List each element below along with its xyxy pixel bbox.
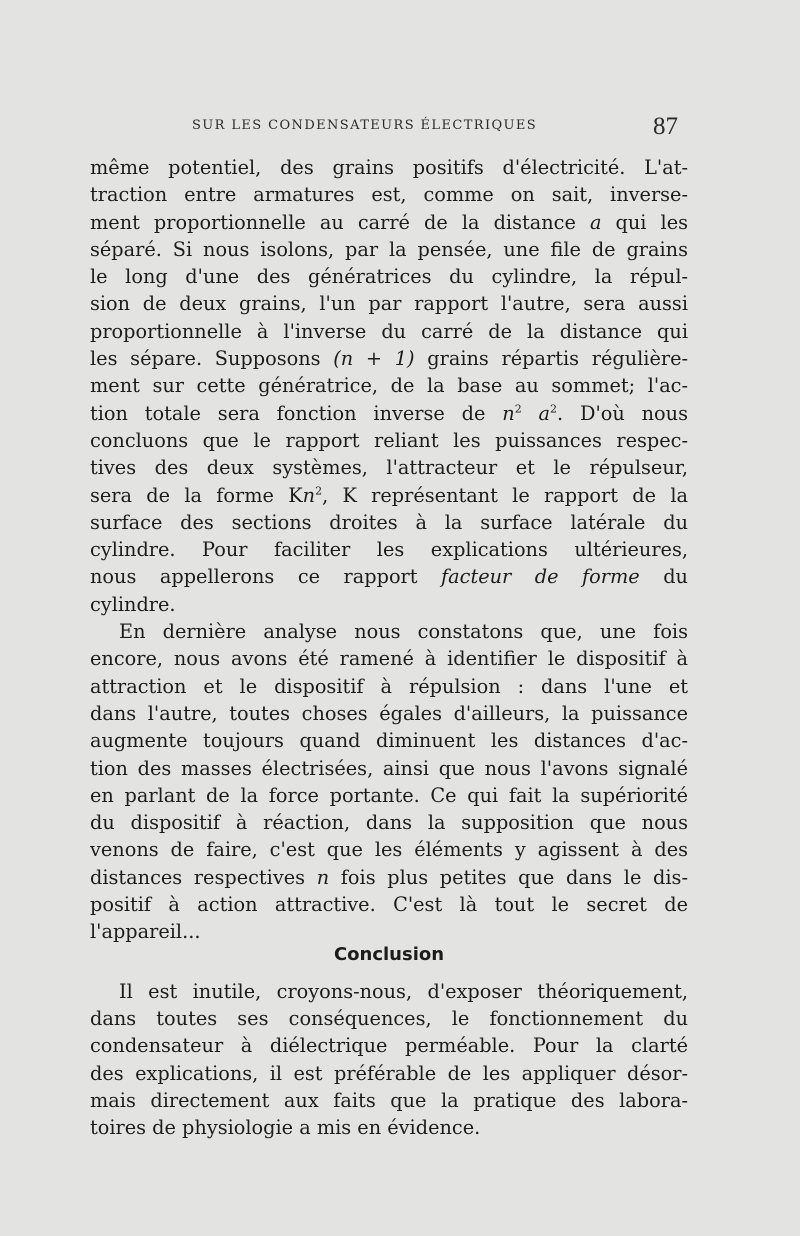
text-line: attraction et le dispositif à répulsion : dans l'une et	[90, 674, 688, 698]
text-line: ment sur cette génératrice, de la base au sommet; l'ac-	[90, 374, 688, 398]
text-line: en parlant de la force portante. Ce qui fait la supériorité	[90, 783, 688, 807]
paragraph	[90, 154, 688, 618]
text-line: distances respectives n fois plus petites que dans le dis-	[90, 865, 688, 889]
text-line: dans l'autre, toutes choses égales d'ailleurs, la puissance	[90, 701, 688, 725]
text-line: proportionnelle à l'inverse du carré de la distance qui	[90, 319, 688, 343]
text-line: positif à action attractive. C'est là tout le secret de	[90, 893, 688, 917]
text-line: des explications, il est préférable de les appliquer désor-	[90, 1061, 688, 1085]
text-line: traction entre armatures est, comme on sait, inverse-	[90, 183, 688, 207]
text-line: concluons que le rapport reliant les puissances respec-	[90, 428, 688, 452]
running-head: SUR LES CONDENSATEURS ÉLECTRIQUES	[192, 118, 538, 133]
page-number: 87	[653, 113, 678, 140]
text-line: Il est inutile, croyons-nous, d'exposer théoriquement,	[119, 979, 688, 1003]
text-line: cylindre. Pour faciliter les explications ultérieures,	[90, 538, 688, 562]
text-line: dans toutes ses conséquences, le fonctionnement du	[90, 1006, 688, 1030]
text-line: du dispositif à réaction, dans la supposition que nous	[90, 811, 688, 835]
text-line: tion des masses électrisées, ainsi que nous l'avons signalé	[90, 756, 688, 780]
text-line: le long d'une des génératrices du cylindre, la répul-	[90, 265, 688, 289]
section-heading: Conclusion	[333, 943, 445, 965]
text-line: venons de faire, c'est que les éléments y agissent à des	[90, 838, 688, 862]
text-line: tives des deux systèmes, l'attracteur et le répulseur,	[90, 456, 688, 480]
text-line: tion totale sera fonction inverse de $n^2$ $a^2$. D'où nous	[90, 401, 688, 425]
paragraph	[90, 618, 688, 946]
text-line: sera de la forme Kn$^2$, K représentant le rapport de la	[90, 483, 688, 507]
text-line: ment proportionnelle au carré de la distance a qui les	[90, 210, 688, 234]
text-line: mais directement aux faits que la pratique des labora-	[90, 1088, 688, 1112]
text-line: augmente toujours quand diminuent les distances d'ac-	[90, 729, 688, 753]
text-line: surface des sections droites à la surface latérale du	[90, 510, 688, 534]
text-line: encore, nous avons été ramené à identifier le dispositif à	[90, 647, 688, 671]
page-body	[90, 154, 688, 1141]
text-line: cylindre.	[90, 592, 176, 616]
text-line: les sépare. Supposons (n + 1) grains répartis régulière-	[90, 347, 688, 371]
text-line: séparé. Si nous isolons, par la pensée, une file de grains	[90, 237, 688, 261]
paragraph	[90, 978, 688, 1142]
text-line: En dernière analyse nous constatons que, une fois	[119, 620, 688, 644]
text-line: même potentiel, des grains positifs d'électricité. L'at-	[90, 156, 688, 179]
text-line: l'appareil...	[90, 920, 201, 944]
text-line: toires de physiologie a mis en évidence.	[90, 1116, 481, 1140]
text-line: condensateur à diélectrique perméable. Pour la clarté	[90, 1034, 688, 1058]
text-line: nous appellerons ce rapport facteur de forme du	[90, 565, 688, 589]
text-line: sion de deux grains, l'un par rapport l'autre, sera aussi	[90, 292, 688, 316]
